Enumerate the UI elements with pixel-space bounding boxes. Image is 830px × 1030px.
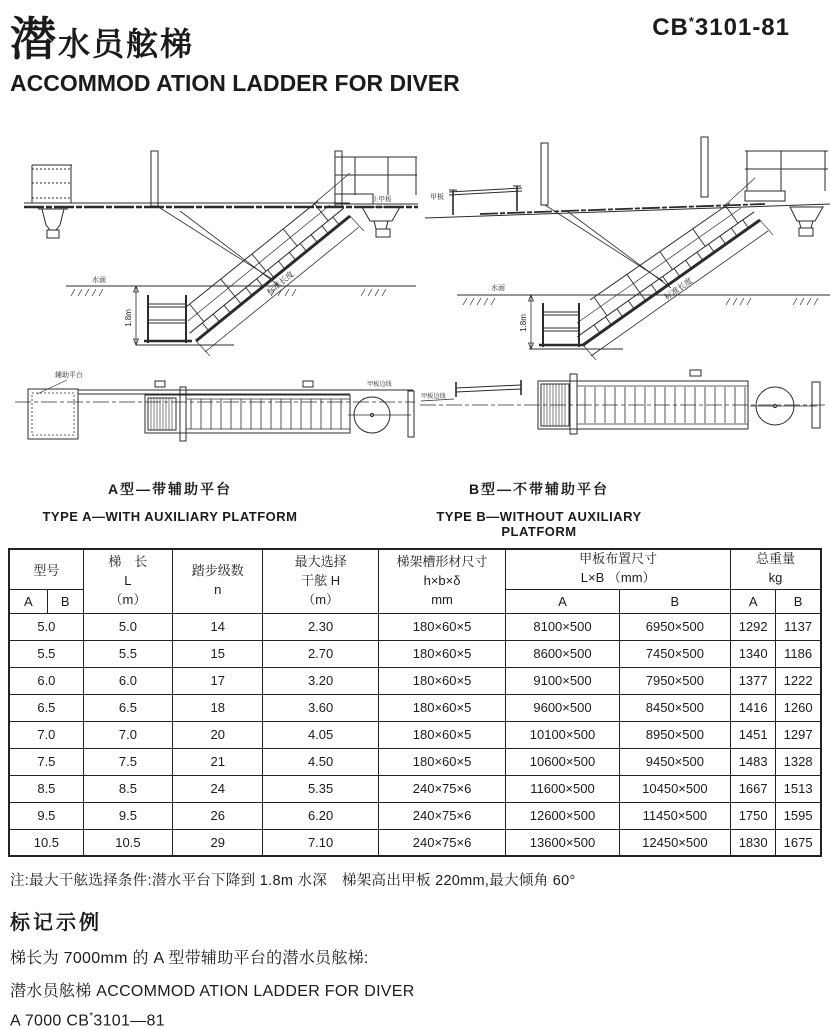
cell-channel: 180×60×5 [378,613,505,640]
standard-star: * [688,14,695,29]
standard-prefix: CB [652,14,689,41]
cell-model: 9.5 [9,802,83,829]
cell-weight-b: 1137 [776,613,821,640]
cell-freeboard: 6.20 [263,802,378,829]
auxiliary-platform-plan [28,380,78,439]
cell-weight-a: 1377 [731,667,776,694]
col-header-length: 梯 长 L （m） [83,549,172,613]
table-row [9,667,821,694]
cell-freeboard: 2.30 [263,613,378,640]
marking-line-2: 潜水员舷梯 ACCOMMOD ATION LADDER FOR DIVER [10,983,415,1000]
cell-deck-b: 8950×500 [619,721,730,748]
cell-model: 7.0 [9,721,83,748]
cell-deck-b: 12450×500 [619,829,730,856]
standard-number [652,14,790,42]
cell-weight-a: 1340 [731,640,776,667]
support-wires [157,206,278,285]
dimension-1-8m-b [529,295,534,349]
figure-type-b [420,133,830,539]
cell-deck-b: 8450×500 [619,694,730,721]
cell-steps: 26 [173,802,263,829]
cell-model: 5.0 [9,613,83,640]
label-deck-edge-a: 甲板边线 [367,381,392,388]
cell-weight-b: 1297 [776,721,821,748]
label-standard-length-a: 标准长度 [265,269,296,297]
standard-code: 3101-81 [694,14,790,41]
cell-deck-a: 13600×500 [506,829,619,856]
cell-model: 7.5 [9,748,83,775]
subcol-weight-a: A [731,589,776,613]
dimension-1-8m [134,286,139,345]
table-row [9,613,821,640]
label-standard-length-b: 标准长度 [662,276,695,302]
cell-weight-b: 1186 [776,640,821,667]
col-header-deck: 甲板布置尺寸 L×B （mm） [506,549,731,589]
stowage-drum-plan [348,391,414,437]
label-deck-edge-b: 甲板边线 [421,393,446,400]
cell-deck-b: 7950×500 [619,667,730,694]
cell-model: 10.5 [9,829,83,856]
cell-freeboard: 5.35 [263,775,378,802]
table-note: 注:最大干舷选择条件:潜水平台下降到 1.8m 水深 梯架高出甲板 220mm,最大倾角 60° [10,873,576,889]
label-auxiliary-platform: 辅助平台 [55,372,83,379]
cell-steps: 20 [173,721,263,748]
cell-channel: 180×60×5 [378,721,505,748]
table-row [9,748,821,775]
caption-type-b-en: TYPE B—WITHOUT AUXILIARY PLATFORM [436,509,642,539]
cell-weight-b: 1260 [776,694,821,721]
cell-length: 7.0 [83,721,172,748]
cell-weight-a: 1451 [731,721,776,748]
col-header-model: 型号 [9,549,83,589]
marking-designation-suffix: 3101—81 [93,1012,165,1030]
cell-steps: 15 [173,640,263,667]
marking-example [10,906,415,1030]
label-depth-b: 1.8m [519,314,528,332]
cell-length: 9.5 [83,802,172,829]
cell-weight-a: 1830 [731,829,776,856]
subcol-model-b: B [47,589,83,613]
marking-heading: 标记示例 [10,912,102,934]
cell-length: 6.5 [83,694,172,721]
page-title-en: ACCOMMOD ATION LADDER FOR DIVER [10,70,460,96]
cell-deck-a: 11600×500 [506,775,619,802]
gangway-ladder-b [577,178,760,345]
cell-channel: 240×75×6 [378,802,505,829]
cell-steps: 24 [173,775,263,802]
cell-weight-b: 1513 [776,775,821,802]
cell-length: 7.5 [83,748,172,775]
cell-channel: 180×60×5 [378,667,505,694]
subcol-deck-a: A [506,589,619,613]
cell-channel: 240×75×6 [378,829,505,856]
cell-length: 5.5 [83,640,172,667]
label-deck-b: 甲板 [430,194,444,201]
figure-type-a-side-view [20,133,420,365]
table-row [9,694,821,721]
title-rest: 水员舷梯 [58,26,195,62]
cell-deck-b: 10450×500 [619,775,730,802]
figure-type-b-side-view [425,133,830,365]
col-header-freeboard: 最大选择 干舷 H （m） [263,549,378,613]
col-header-weight: 总重量 kg [731,549,821,589]
cell-deck-a: 10600×500 [506,748,619,775]
cell-deck-b: 7450×500 [619,640,730,667]
cell-steps: 21 [173,748,263,775]
cell-channel: 240×75×6 [378,775,505,802]
cell-weight-a: 1416 [731,694,776,721]
table-row [9,829,821,856]
cell-model: 8.5 [9,775,83,802]
cell-model: 6.0 [9,667,83,694]
cell-weight-b: 1675 [776,829,821,856]
cell-deck-a: 9100×500 [506,667,619,694]
cell-deck-b: 6950×500 [619,613,730,640]
cell-deck-b: 9450×500 [619,748,730,775]
caption-type-b-cn: B型—不带辅助平台 [468,481,610,497]
title-first-char: 潜 [10,13,58,65]
cell-weight-a: 1292 [731,613,776,640]
marking-line-1: 梯长为 7000mm 的 A 型带辅助平台的潜水员舷梯: [10,950,369,967]
cell-model: 5.5 [9,640,83,667]
caption-type-a-cn: A型—带辅助平台 [107,481,233,497]
cell-freeboard: 3.20 [263,667,378,694]
marking-designation-star: * [89,1011,94,1022]
cell-deck-a: 10100×500 [506,721,619,748]
cell-channel: 180×60×5 [378,748,505,775]
figure-type-a-plan-view [15,368,415,463]
cell-weight-b: 1222 [776,667,821,694]
marking-designation-prefix: A 7000 CB [10,1012,90,1030]
figure-type-b-plan-view [420,368,825,463]
cell-length: 5.0 [83,613,172,640]
label-water-surface-a: 水面 [92,277,106,284]
cell-length: 6.0 [83,667,172,694]
subcol-deck-b: B [619,589,730,613]
cell-freeboard: 2.70 [263,640,378,667]
table-row [9,802,821,829]
cell-channel: 180×60×5 [378,694,505,721]
cell-freeboard: 4.50 [263,748,378,775]
col-header-steps: 踏步级数 n [173,549,263,613]
cell-deck-a: 8600×500 [506,640,619,667]
auxiliary-platform-side [136,295,234,345]
label-upper-deck-a: 上甲板 [372,196,392,203]
cell-weight-a: 1483 [731,748,776,775]
deck-edge-lines [78,390,413,394]
cell-deck-a: 12600×500 [506,802,619,829]
cell-channel: 180×60×5 [378,640,505,667]
cell-weight-a: 1667 [731,775,776,802]
col-header-channel: 梯架槽形材尺寸 h×b×δ mm [378,549,505,613]
cell-steps: 17 [173,667,263,694]
cell-weight-b: 1595 [776,802,821,829]
deck-structure [24,151,418,238]
label-depth-a: 1.8m [124,309,133,327]
figure-type-a [0,133,420,539]
caption-type-a-en: TYPE A—WITH AUXILIARY PLATFORM [42,509,298,524]
subcol-weight-b: B [776,589,821,613]
figures-section [0,133,830,539]
cell-length: 10.5 [83,829,172,856]
cell-freeboard: 3.60 [263,694,378,721]
table-row [9,721,821,748]
label-water-surface-b: 水面 [491,285,505,292]
cell-deck-a: 8100×500 [506,613,619,640]
deck-structure-b [425,137,830,236]
cell-steps: 14 [173,613,263,640]
cell-freeboard: 4.05 [263,721,378,748]
gangway-ladder [186,173,350,341]
cell-steps: 29 [173,829,263,856]
ladder-plan-b [538,370,748,434]
specification-table [8,548,822,857]
support-wires-b [545,205,671,288]
table-row [9,640,821,667]
cell-weight-a: 1750 [731,802,776,829]
cell-deck-b: 11450×500 [619,802,730,829]
cell-deck-a: 9600×500 [506,694,619,721]
subcol-model-a: A [9,589,47,613]
cell-model: 6.5 [9,694,83,721]
cell-freeboard: 7.10 [263,829,378,856]
marking-line-3 [10,1011,415,1030]
cell-length: 8.5 [83,775,172,802]
cell-steps: 18 [173,694,263,721]
cell-weight-b: 1328 [776,748,821,775]
table-row [9,775,821,802]
